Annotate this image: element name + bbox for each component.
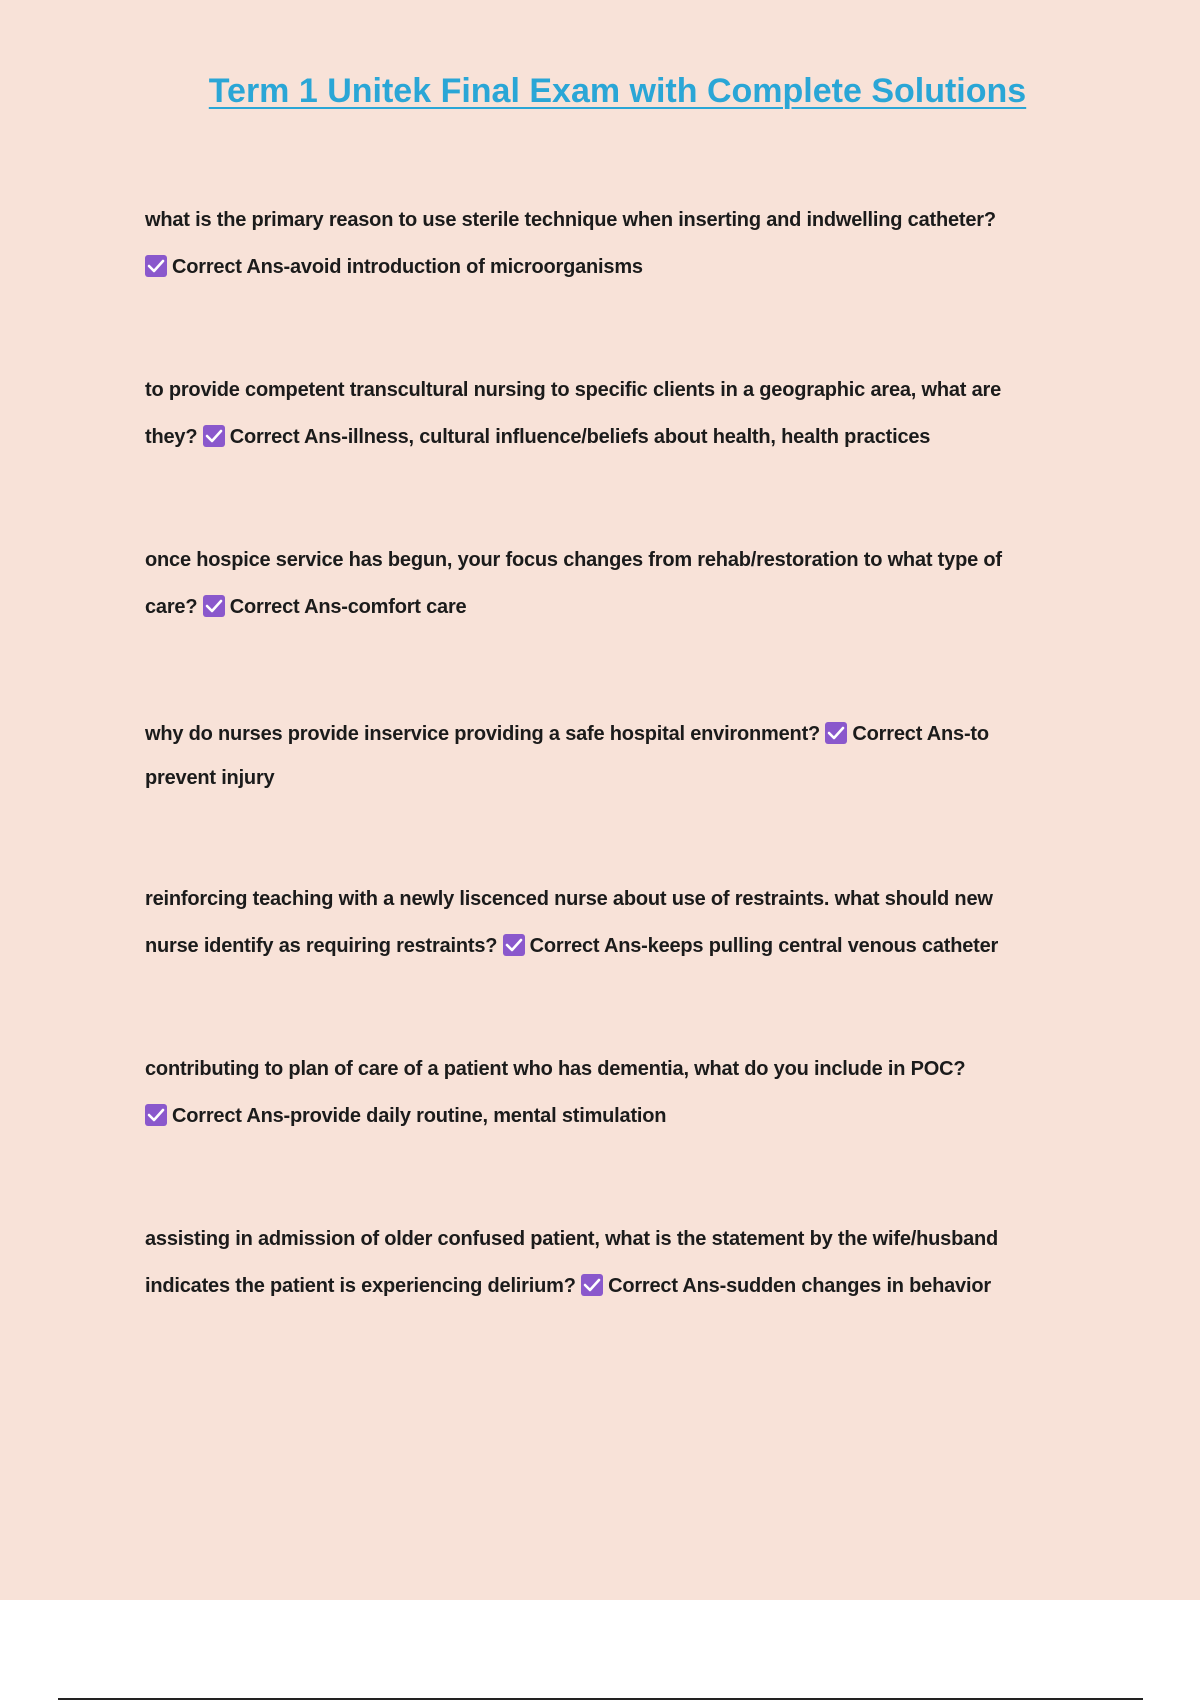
qa-item <box>145 367 1080 461</box>
checkbox-checked-icon <box>145 1104 167 1126</box>
checkbox-checked-icon <box>203 425 225 447</box>
question-text-continued: care? <box>145 596 198 618</box>
question-text-continued: indicates the patient is experiencing delirium? <box>145 1275 576 1297</box>
answer-text: Correct Ans-to <box>852 723 989 745</box>
question-text-continued: nurse identify as requiring restraints? <box>145 935 498 957</box>
question-text: contributing to plan of care of a patient who has dementia, what do you include in POC? <box>145 1058 966 1080</box>
question-text: why do nurses provide inservice providing a safe hospital environment? <box>145 723 821 745</box>
qa-item <box>145 1046 1080 1140</box>
checkbox-checked-icon <box>581 1274 603 1296</box>
answer-line <box>145 244 1080 291</box>
question-text-continued: they? <box>145 426 198 448</box>
qa-item <box>145 537 1080 631</box>
qa-item <box>145 711 1080 802</box>
answer-text: Correct Ans-avoid introduction of microorganisms <box>172 256 643 278</box>
question-text: reinforcing teaching with a newly liscenced nurse about use of restraints. what should new <box>145 888 993 910</box>
answer-line <box>145 1263 1080 1310</box>
question-text: to provide competent transcultural nursing to specific clients in a geographic area, what are <box>145 379 1002 401</box>
answer-line <box>145 1093 1080 1140</box>
question-text: what is the primary reason to use sterile technique when inserting and indwelling catheter? <box>145 209 996 231</box>
answer-text: Correct Ans-illness, cultural influence/beliefs about health, health practices <box>229 426 931 448</box>
answer-line <box>145 711 1080 758</box>
answer-text: Correct Ans-provide daily routine, mental stimulation <box>172 1105 667 1127</box>
answer-text-continued: prevent injury <box>145 767 275 789</box>
checkbox-checked-icon <box>145 255 167 277</box>
answer-text: Correct Ans-keeps pulling central venous catheter <box>529 935 999 957</box>
answer-line <box>145 923 1080 970</box>
question-text: assisting in admission of older confused patient, what is the statement by the wife/husband <box>145 1228 999 1250</box>
document-title: Term 1 Unitek Final Exam with Complete Solutions <box>208 72 1027 110</box>
checkbox-checked-icon <box>503 934 525 956</box>
answer-line <box>145 584 1080 631</box>
qa-item <box>145 876 1080 970</box>
qa-item <box>145 197 1080 291</box>
checkbox-checked-icon <box>825 722 847 744</box>
answer-text: Correct Ans-sudden changes in behavior <box>608 1275 991 1297</box>
qa-item <box>145 1216 1080 1310</box>
question-text: once hospice service has begun, your focus changes from rehab/restoration to what type of <box>145 549 1002 571</box>
answer-line <box>145 414 1080 461</box>
checkbox-checked-icon <box>203 595 225 617</box>
answer-text: Correct Ans-comfort care <box>229 596 467 618</box>
